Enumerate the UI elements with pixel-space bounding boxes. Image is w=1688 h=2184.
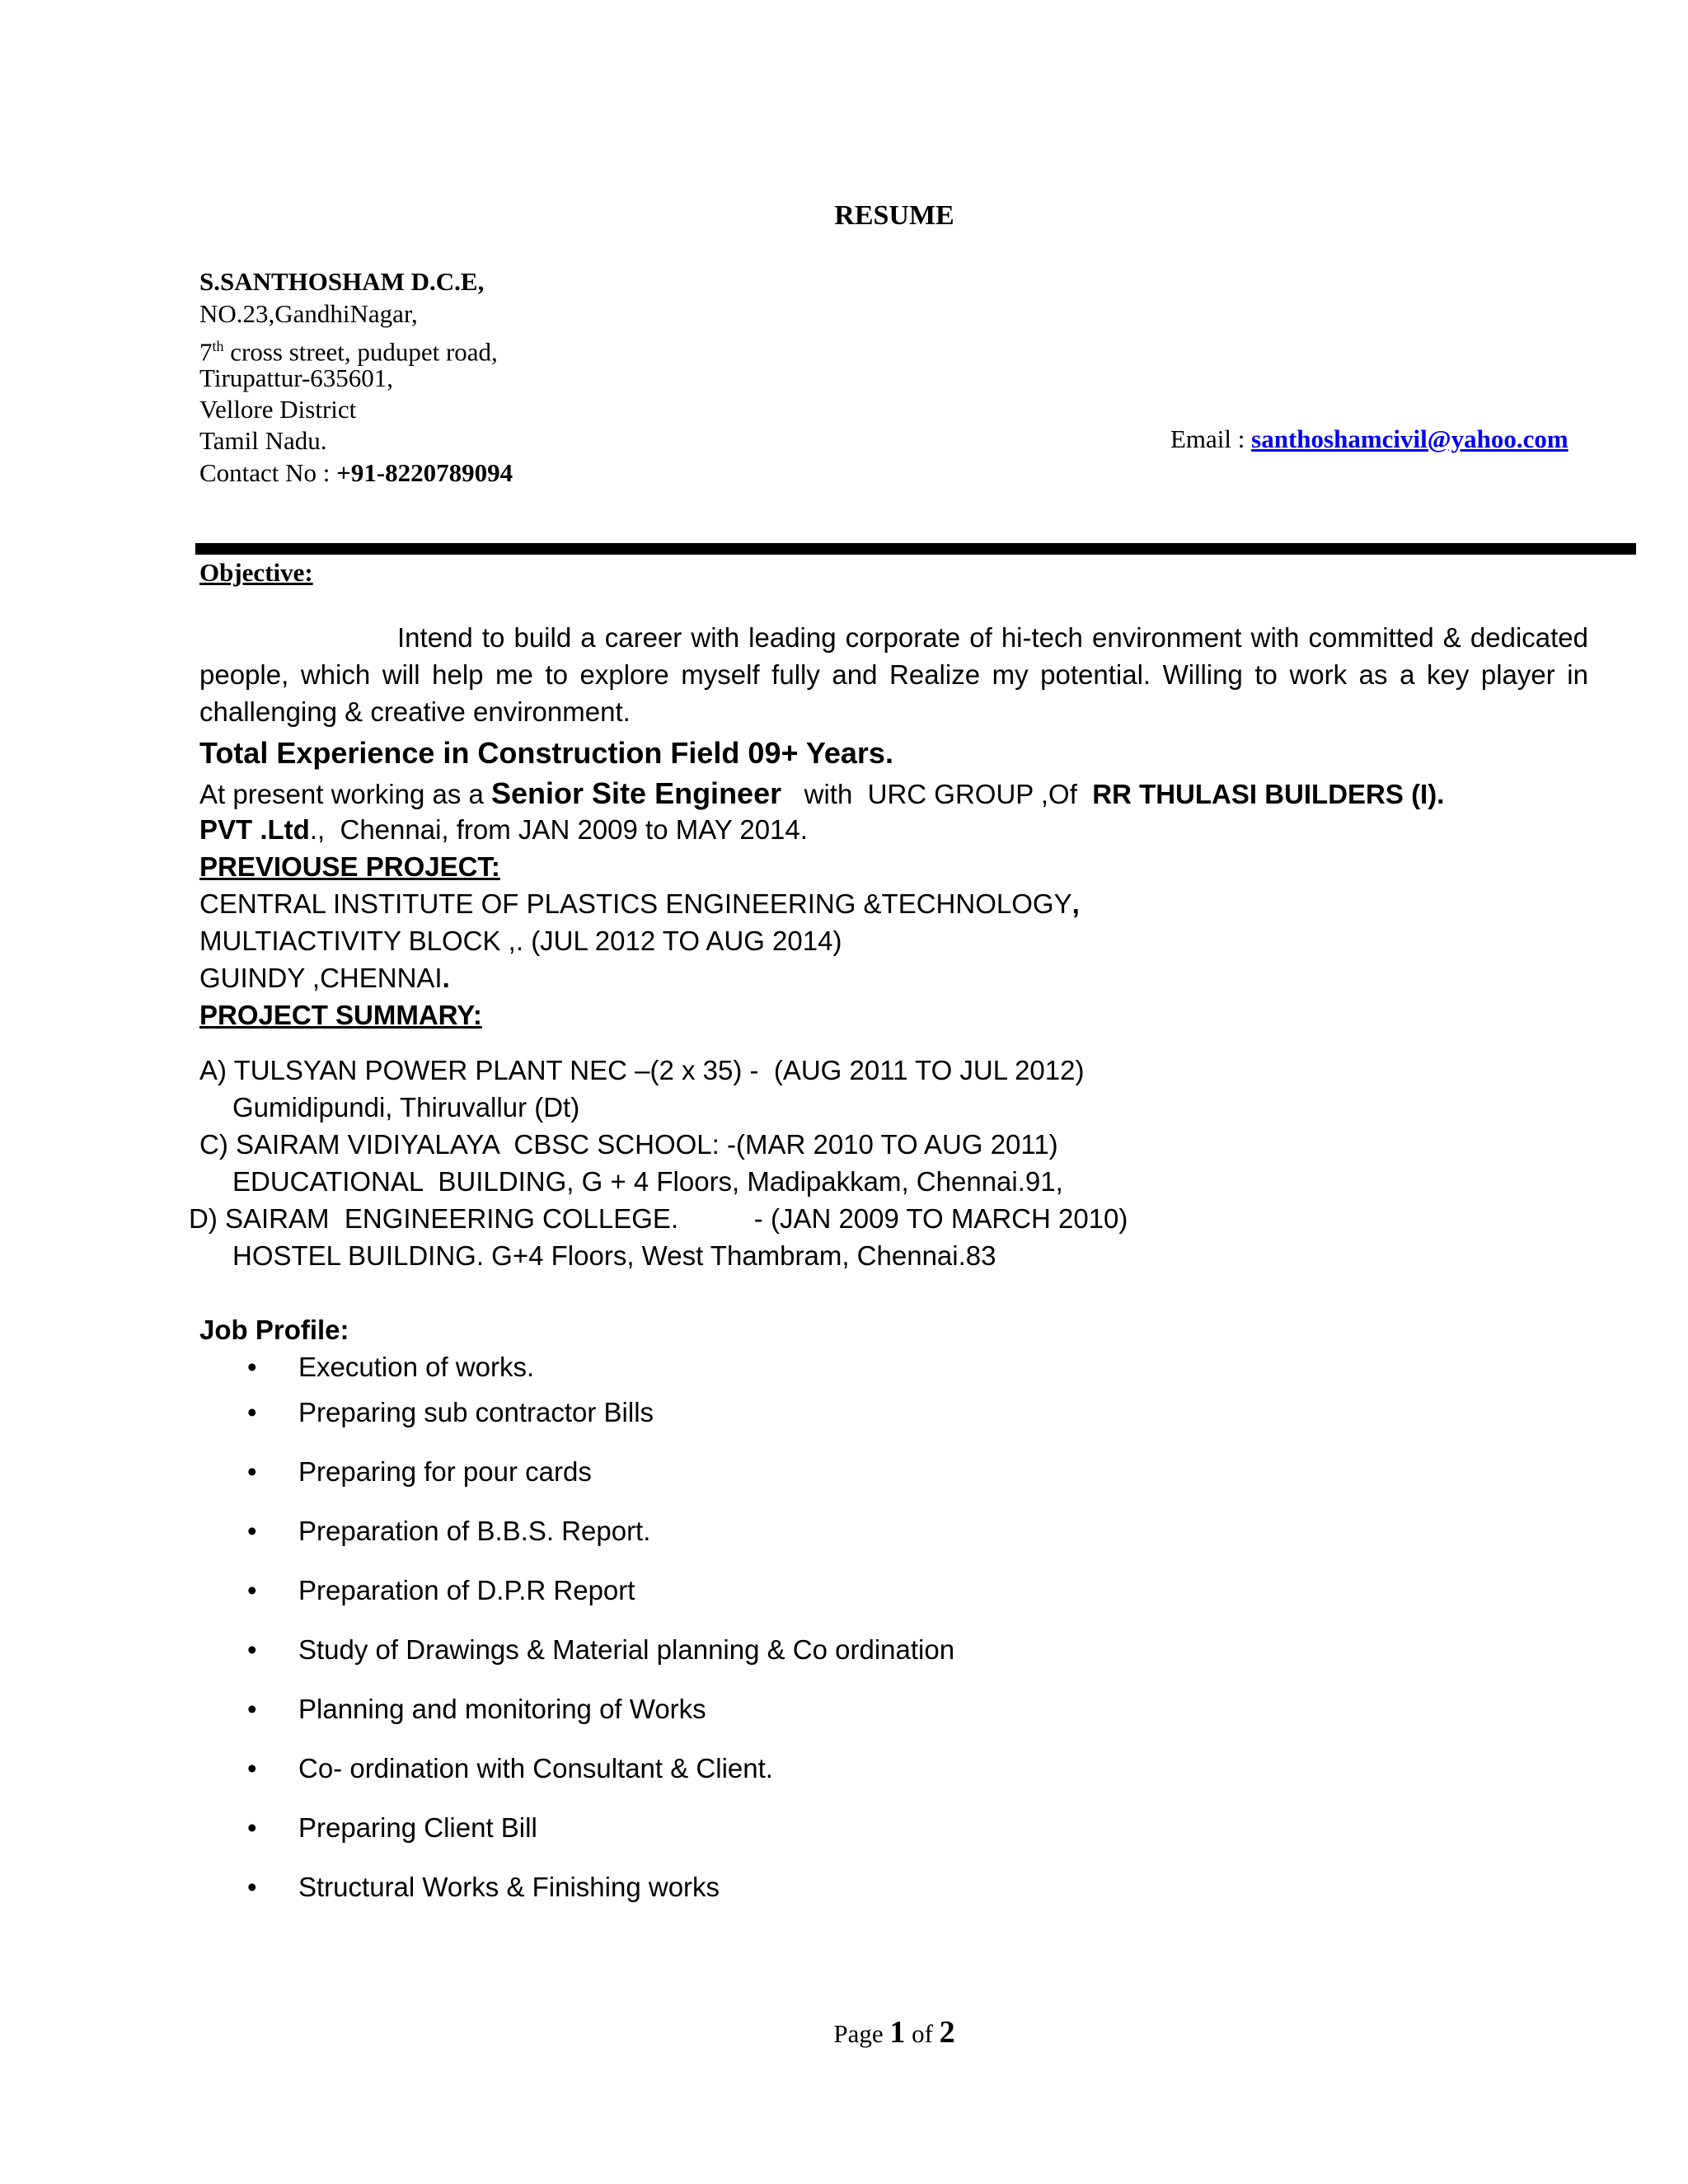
page-label: Page [833,2019,890,2048]
job-profile-item-text: Co- ordination with Consultant & Client. [298,1753,773,1783]
page-of-label: of [905,2019,940,2048]
previous-project-line-3 [199,963,450,994]
contact-phone: +91-8220789094 [336,458,513,487]
project-summary-item-detail: EDUCATIONAL BUILDING, G + 4 Floors, Madipakkam, Chennai.91, [232,1166,1063,1197]
job-profile-item-text: Preparing for pour cards [298,1456,592,1487]
objective-text: Intend to build a career with leading corporate of hi-tech environment with committed & dedicated people, which will help me to explore myself fully and Realize my potential. Willing to work as a key player in challenging & creative environment. [199,622,1588,727]
address-line-3: Tirupattur-635601, [199,363,394,392]
present-mid: with URC GROUP ,Of [781,779,1093,809]
ordinal-suffix: th [212,338,224,354]
email-link[interactable]: santhoshamcivil@yahoo.com [1251,424,1568,453]
email-label: Email : [1170,424,1252,453]
job-profile-item-text: Preparing sub contractor Bills [298,1397,654,1427]
job-profile-heading: Job Profile: [199,1315,349,1345]
job-profile-item-text: Structural Works & Finishing works [298,1872,720,1902]
address-line-5: Tamil Nadu. [199,426,327,455]
address-street: cross street, pudupet road, [223,337,498,367]
document-title: RESUME [834,200,954,231]
contact-line [199,457,513,490]
job-profile-item-text: Study of Drawings & Material planning & Co ordination [298,1634,955,1665]
bullet-icon: • [247,1872,257,1902]
bullet-icon: • [247,1575,257,1605]
bullet-icon: • [247,1397,257,1427]
page-current: 1 [889,2015,906,2050]
present-prefix: At present working as a [199,779,492,809]
previous-project-location: GUINDY ,CHENNAI [199,963,443,993]
page-total: 2 [939,2015,955,2050]
present-company: RR THULASI BUILDERS (I). [1092,779,1445,809]
project-summary-item-title: A) TULSYAN POWER PLANT NEC –(2 x 35) - (AUG 2011 TO JUL 2012) [199,1055,1085,1085]
previous-project-heading: PREVIOUSE PROJECT: [199,851,500,882]
job-profile-item-text: Preparation of B.B.S. Report. [298,1516,651,1546]
project-summary-item-title: C) SAIRAM VIDIYALAYA CBSC SCHOOL: -(MAR 2010 TO AUG 2011) [199,1129,1058,1160]
job-profile-item-text: Planning and monitoring of Works [298,1694,706,1724]
bullet-icon: • [247,1812,257,1843]
bullet-icon: • [247,1456,257,1487]
email-line [1170,424,1568,454]
project-summary-item-detail: Gumidipundi, Thiruvallur (Dt) [232,1092,580,1122]
previous-project-line-3-tail: . [442,963,450,993]
bullet-icon: • [247,1352,257,1382]
page-number [0,2014,1688,2050]
project-summary-item-detail: HOSTEL BUILDING. G+4 Floors, West Thambram, Chennai.83 [232,1240,996,1271]
bullet-icon: • [247,1694,257,1724]
objective-heading: Objective: [199,558,313,587]
pvt-line [199,814,808,846]
job-profile-item-text: Execution of works. [298,1352,535,1382]
previous-project-institute: CENTRAL INSTITUTE OF PLASTICS ENGINEERING &TECHNOLOGY [199,888,1072,919]
address-line-4: Vellore District [199,395,357,424]
previous-project-line-1-tail: , [1071,888,1080,919]
bullet-icon: • [247,1634,257,1665]
job-profile-item-text: Preparation of D.P.R Report [298,1575,635,1605]
job-profile-item-text: Preparing Client Bill [298,1812,537,1843]
pvt-details: ., Chennai, from JAN 2009 to MAY 2014. [309,814,808,845]
contact-label: Contact No : [199,458,337,487]
project-summary-item-title: D) SAIRAM ENGINEERING COLLEGE. - (JAN 2009 TO MARCH 2010) [189,1203,1128,1234]
applicant-name: S.SANTHOSHAM D.C.E, [199,267,485,296]
bullet-icon: • [247,1516,257,1546]
bullet-icon: • [247,1753,257,1783]
present-position-line [199,776,1444,811]
total-experience: Total Experience in Construction Field 09+ Years. [199,736,893,770]
previous-project-line-1 [199,888,1080,920]
header-divider [195,543,1636,555]
present-role: Senior Site Engineer [491,776,782,810]
address-line-1: NO.23,GandhiNagar, [199,299,418,328]
address-house-number: 7 [199,337,213,367]
previous-project-line-2: MULTIACTIVITY BLOCK ,. (JUL 2012 TO AUG 2014) [199,926,842,956]
pvt-label: PVT .Ltd [199,814,310,845]
project-summary-heading: PROJECT SUMMARY: [199,1000,482,1030]
